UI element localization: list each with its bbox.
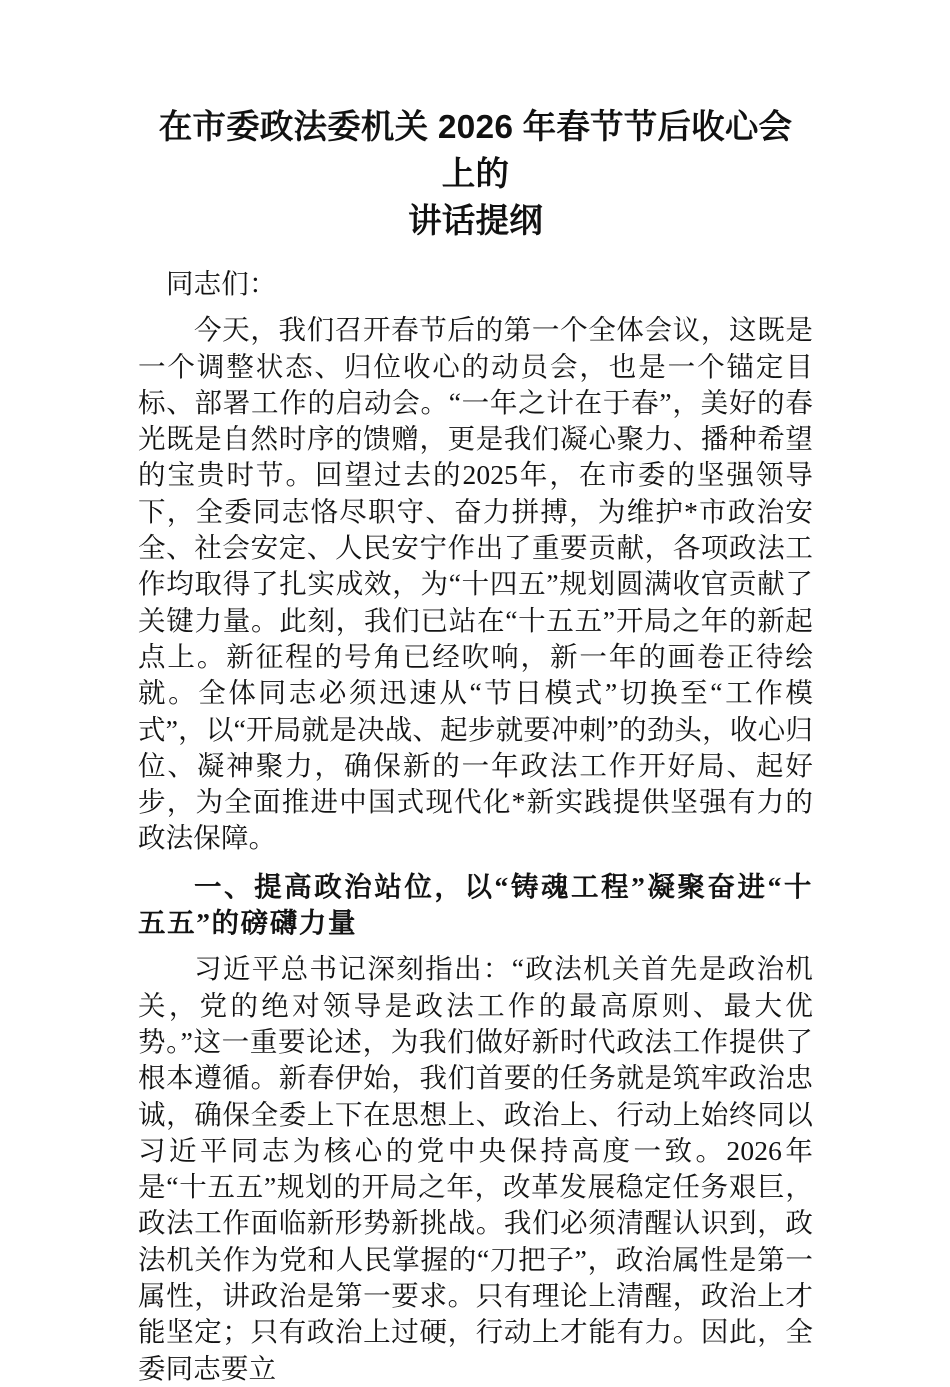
page-title-line-1: 在市委政法委机关 2026 年春节节后收心会上的 — [158, 109, 793, 193]
paragraph-opening: 今天，我们召开春节后的第一个全体会议，这既是一个调整状态、归位收心的动员会，也是一个锚定目标、部署工作的启动会。“一年之计在于春”，美好的春光既是自然时序的馈赠，更是我们凝心聚力、播种希望的宝贵时节。回望过去的2025年，在市委的坚强领导下，全委同志恪尽职守、奋力拼搏，为维护*市政治安全、社会安定、人民安宁作出了重要贡献，各项政法工作均取得了扎实成效，为“十四五”规划圆满收官贡献了关键力量。此刻，我们已站在“十五五”开局之年的新起点上。新征程的号角已经吹响，新一年的画卷正待绘就。全体同志必须迅速从“节日模式”切换至“工作模式”，以“开局就是决战、起步就要冲刺”的劲头，收心归位、凝神聚力，确保新的一年政法工作开好局、起好步，为全面推进中国式现代化*新实践提供坚强有力的政法保障。 — [138, 314, 813, 854]
section-heading-1: 一、提高政治站位，以“铸魂工程”凝聚奋进“十五五”的磅礴力量 — [138, 870, 813, 939]
page-title-line-2: 讲话提纲 — [408, 203, 543, 240]
salutation: 同志们： — [166, 268, 277, 299]
page-title — [138, 104, 813, 245]
document-content — [138, 104, 813, 1387]
paragraph-section-1-body: 习近平总书记深刻指出：“政法机关首先是政治机关，党的绝对领导是政法工作的最高原则、最大优势。”这一重要论述，为我们做好新时代政法工作提供了根本遵循。新春伊始，我们首要的任务就是筑牢政治忠诚，确保全委上下在思想上、政治上、行动上始终同以习近平同志为核心的党中央保持高度一致。2026年是“十五五”规划的开局之年，改革发展稳定任务艰巨，政法工作面临新形势新挑战。我们必须清醒认识到，政法机关作为党和人民掌握的“刀把子”，政治属性是第一属性，讲政治是第一要求。只有理论上清醒，政治上才能坚定；只有政治上过硬，行动上才能有力。因此，全委同志要立 — [138, 953, 813, 1384]
document-body — [138, 266, 813, 1387]
